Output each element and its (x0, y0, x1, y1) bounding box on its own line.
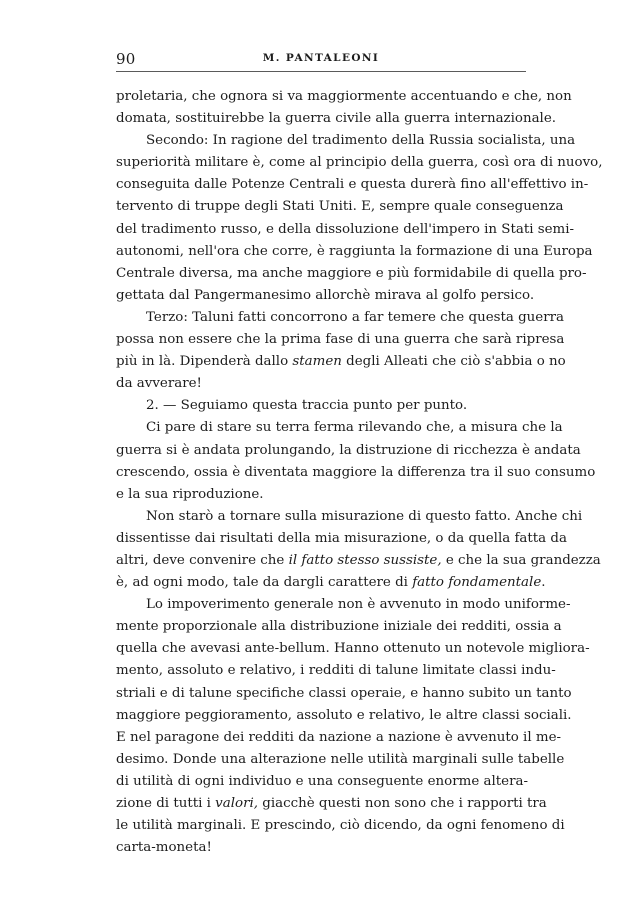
text-line: maggiore peggioramento, assoluto e relativo, le altre classi sociali. (116, 707, 572, 723)
running-head: M. PANTALEONI (262, 52, 380, 64)
page-header (116, 46, 526, 70)
text-line: di utilità di ogni individuo e una conseguente enorme altera- (116, 773, 528, 789)
page-number: 90 (116, 50, 136, 68)
text-line: quella che avevasi ante-bellum. Hanno ottenuto un notevole migliora- (116, 641, 590, 657)
text-line: Lo impoverimento generale non è avvenuto in modo uniforme- (146, 597, 571, 613)
header-rule (116, 71, 526, 72)
text-line: mente proporzionale alla distribuzione iniziale dei redditi, ossia a (116, 619, 562, 635)
text-line: Ci pare di stare su terra ferma rilevando che, a misura che la (146, 420, 563, 436)
text-line: gettata dal Pangermanesimo allorchè mirava al golfo persico. (116, 287, 535, 303)
text-line: Secondo: In ragione del tradimento della Russia socialista, una (146, 133, 576, 149)
text-line: carta-moneta! (116, 840, 212, 856)
text-line: tervento di truppe degli Stati Uniti. E, sempre quale conseguenza (116, 199, 564, 215)
text-line: zione di tutti i valori, giacchè questi non sono che i rapporti tra (116, 796, 547, 811)
text-line: conseguita dalle Potenze Centrali e questa durerà fino all'effettivo in- (116, 177, 589, 193)
text-line: crescendo, ossia è diventata maggiore la differenza tra il suo consumo (116, 464, 596, 480)
text-line: superiorità militare è, come al principio della guerra, così ora di nuovo, (116, 155, 603, 171)
section-heading-line: 2. — Seguiamo questa traccia punto per punto. (146, 398, 468, 414)
text-line: striali e di talune specifiche classi operaie, e hanno subito un tanto (116, 685, 572, 701)
text-line: è, ad ogni modo, tale da dargli carattere di fatto fondamentale. (116, 575, 546, 591)
text-line: del tradimento russo, e della dissoluzione dell'impero in Stati semi- (116, 221, 575, 237)
text-line: Terzo: Taluni fatti concorrono a far temere che questa guerra (146, 309, 565, 325)
text-line: dissentisse dai risultati della mia misurazione, o da quella fatta da (116, 530, 567, 546)
text-line: Centrale diversa, ma anche maggiore e più formidabile di quella pro- (116, 265, 587, 281)
text-line: Non starò a tornare sulla misurazione di questo fatto. Anche chi (146, 508, 583, 524)
text-line: E nel paragone dei redditi da nazione a nazione è avvenuto il me- (116, 729, 562, 745)
text-line: altri, deve convenire che il fatto stesso sussiste, e che la sua grandezza (116, 552, 601, 568)
text-line: più in là. Dipenderà dallo stamen degli Alleati che ciò s'abbia o no (116, 354, 566, 370)
text-line: guerra si è andata prolungando, la distruzione di ricchezza è andata (116, 442, 581, 458)
text-line: le utilità marginali. E prescindo, ciò dicendo, da ogni fenomeno di (116, 818, 565, 834)
text-line: possa non essere che la prima fase di una guerra che sarà ripresa (116, 332, 565, 348)
text-line: autonomi, nell'ora che corre, è raggiunta la formazione di una Europa (116, 243, 593, 259)
text-line: domata, sostituirebbe la guerra civile alla guerra internazionale. (116, 111, 557, 127)
text-line: proletaria, che ognora si va maggiormente accentuando e che, non (116, 89, 572, 104)
text-line: e la sua riproduzione. (116, 486, 264, 502)
body-text (116, 86, 603, 859)
text-line: mento, assoluto e relativo, i redditi di talune limitate classi indu- (116, 663, 556, 679)
text-line: desimo. Donde una alterazione nelle utilità marginali sulle tabelle (116, 751, 565, 767)
text-line: da avverare! (116, 376, 202, 392)
